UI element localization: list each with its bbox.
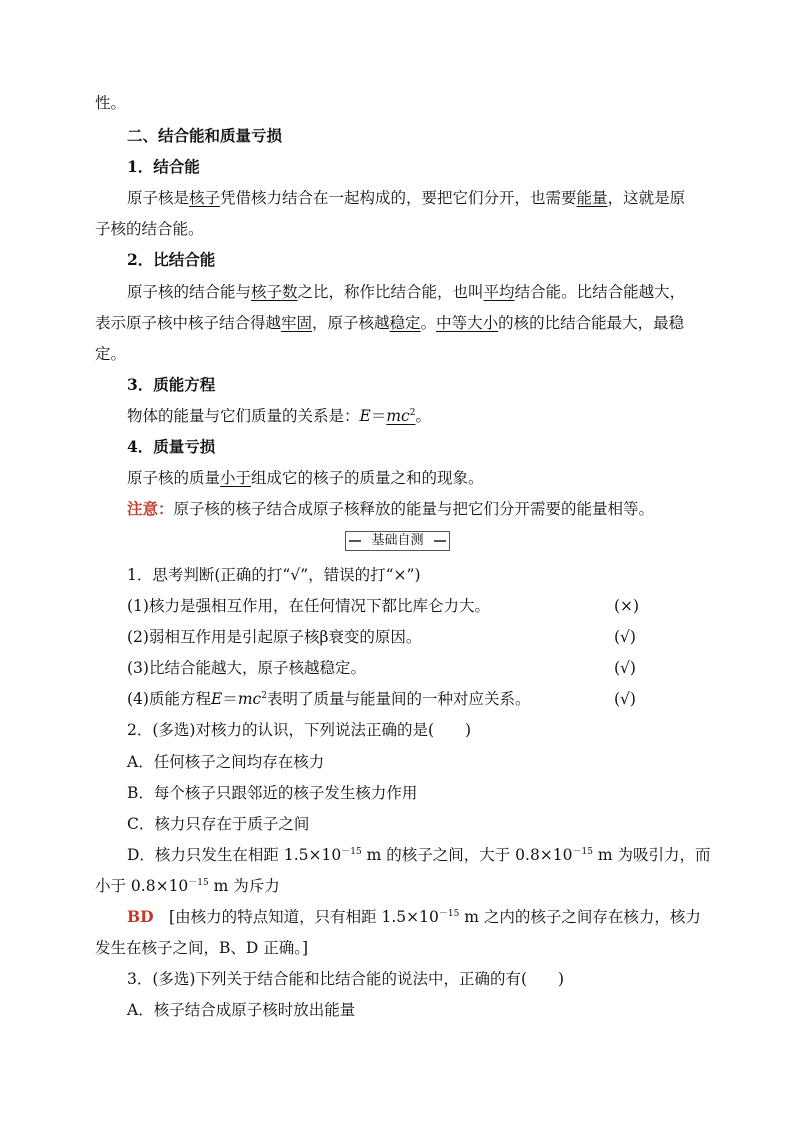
subsection-heading <box>127 157 200 177</box>
text: C．核力只存在于质子之间 <box>127 815 310 833</box>
text: 凭借核力结合在一起构成的，要把它们分开，也需要 <box>220 189 577 207</box>
option-a <box>127 1000 355 1020</box>
text: 子核的结合能。 <box>95 220 204 238</box>
judgement-item <box>127 627 421 647</box>
answer-explanation-continued <box>95 938 308 958</box>
text: 表示原子核中核子结合得越 <box>95 314 282 332</box>
heading-text: 4．质量亏损 <box>127 437 216 456</box>
heading-text: 3．质能方程 <box>127 375 216 394</box>
text: 3．(多选)下列关于结合能和比结合能的说法中，正确的有( ) <box>127 970 565 988</box>
text: 组成它的核子的质量之和的现象。 <box>251 469 484 487</box>
subsection-heading <box>127 375 215 395</box>
option-c <box>127 814 309 834</box>
answer-explanation <box>127 907 701 927</box>
text: 原子核的结合能与 <box>127 283 252 301</box>
exponent: 2 <box>261 691 267 701</box>
subsection-heading <box>127 250 215 270</box>
text: 物体的能量与它们质量的关系是： <box>127 407 360 425</box>
formula-variable: E <box>359 407 371 425</box>
text: 定。 <box>95 345 127 363</box>
text: 。 <box>420 314 437 332</box>
section-heading <box>127 126 282 146</box>
text: D．核力只发生在相距 1.5×10 <box>127 846 342 864</box>
text-line <box>95 313 684 333</box>
heading-text: 2．比结合能 <box>127 250 216 269</box>
fill-blank-answer: 平均 <box>483 283 515 301</box>
formula-operator: ＝ <box>222 690 238 708</box>
text: [由核力的特点知道，只有相距 1.5×10 <box>153 908 439 926</box>
note-line <box>127 499 654 519</box>
subsection-heading <box>127 437 215 457</box>
text: 。 <box>415 407 431 425</box>
banner-label: 基础自测 <box>367 533 427 548</box>
formula-operator: ＝ <box>370 407 387 425</box>
note-label: 注意： <box>127 499 174 518</box>
judgement-item <box>127 596 490 616</box>
answer-mark: (×) <box>614 597 640 615</box>
text: 性。 <box>95 94 127 112</box>
option-b <box>127 783 417 803</box>
text: B．每个核子只跟邻近的核子发生核力作用 <box>127 784 418 802</box>
exponent: －15 <box>341 847 362 857</box>
exponent: －15 <box>438 909 460 919</box>
text: ，这就是原 <box>607 189 686 207</box>
text-line <box>127 188 685 208</box>
text: 之比，称作比结合能，也叫 <box>297 283 484 301</box>
text: 的核的比结合能最大，最稳 <box>498 314 685 332</box>
text: (3)比结合能越大，原子核越稳定。 <box>127 659 366 677</box>
text-line <box>127 406 431 426</box>
fill-blank-answer: 能量 <box>576 189 608 207</box>
text-line <box>95 93 126 113</box>
option-d-continued <box>95 876 280 896</box>
question-stem <box>127 565 421 585</box>
text: 发生在核子之间，B、D 正确。] <box>95 939 309 957</box>
text: ，原子核越 <box>312 314 390 332</box>
text: (1)核力是强相互作用，在任何情况下都比库仑力大。 <box>127 597 490 615</box>
text: 原子核是 <box>127 189 190 207</box>
text: m 为斥力 <box>208 877 280 895</box>
note-text: 原子核的核子结合成原子核释放的能量与把它们分开需要的能量相等。 <box>173 500 655 518</box>
formula-variable: E <box>210 690 223 708</box>
fill-blank-answer: 牢固 <box>281 314 313 332</box>
option-a <box>127 752 324 772</box>
fill-blank-answer: 中等大小 <box>436 314 499 332</box>
fill-blank-answer: 核子数 <box>251 283 298 301</box>
exponent: －15 <box>188 878 209 888</box>
answer-mark: (√) <box>614 628 636 646</box>
option-d <box>127 845 711 865</box>
text-line <box>127 282 685 302</box>
fill-blank-answer: mc <box>386 407 410 425</box>
text: 小于 0.8×10 <box>95 877 189 895</box>
answer-mark: (√) <box>614 690 636 708</box>
fill-blank-answer: 核子 <box>189 189 221 207</box>
text-line <box>95 344 126 364</box>
question-stem <box>127 969 564 989</box>
text: (2)弱相互作用是引起原子核β衰变的原因。 <box>127 628 422 646</box>
fill-blank-answer: 小于 <box>220 469 252 487</box>
text: m 之内的核子之间存在核力，核力 <box>459 908 701 926</box>
formula-variable: mc <box>237 690 262 708</box>
text: 表明了质量与能量间的一种对应关系。 <box>266 690 531 708</box>
question-stem <box>127 720 471 740</box>
text-line <box>95 219 204 239</box>
text: (4)质能方程 <box>127 690 211 708</box>
text: A．任何核子之间均存在核力 <box>127 753 325 771</box>
answer-mark: (√) <box>614 659 636 677</box>
text: 结合能。比结合能越大， <box>514 283 686 301</box>
text: 原子核的质量 <box>127 469 221 487</box>
text: 1．思考判断(正确的打“√”，错误的打“×”) <box>127 566 421 584</box>
section-banner <box>345 531 450 551</box>
judgement-item <box>127 689 530 709</box>
text-line <box>127 468 484 488</box>
heading-text: 二、结合能和质量亏损 <box>127 126 283 145</box>
exponent: 2 <box>409 408 416 418</box>
exponent: －15 <box>572 847 593 857</box>
heading-text: 1．结合能 <box>127 157 200 176</box>
text: m 为吸引力，而 <box>592 846 711 864</box>
text: A．核子结合成原子核时放出能量 <box>127 1001 356 1019</box>
text: m 的核子之间，大于 0.8×10 <box>361 846 573 864</box>
text: 2．(多选)对核力的认识，下列说法正确的是( ) <box>127 721 472 739</box>
judgement-item <box>127 658 366 678</box>
answer-key: BD <box>127 907 154 926</box>
fill-blank-answer: 稳定 <box>389 314 421 332</box>
